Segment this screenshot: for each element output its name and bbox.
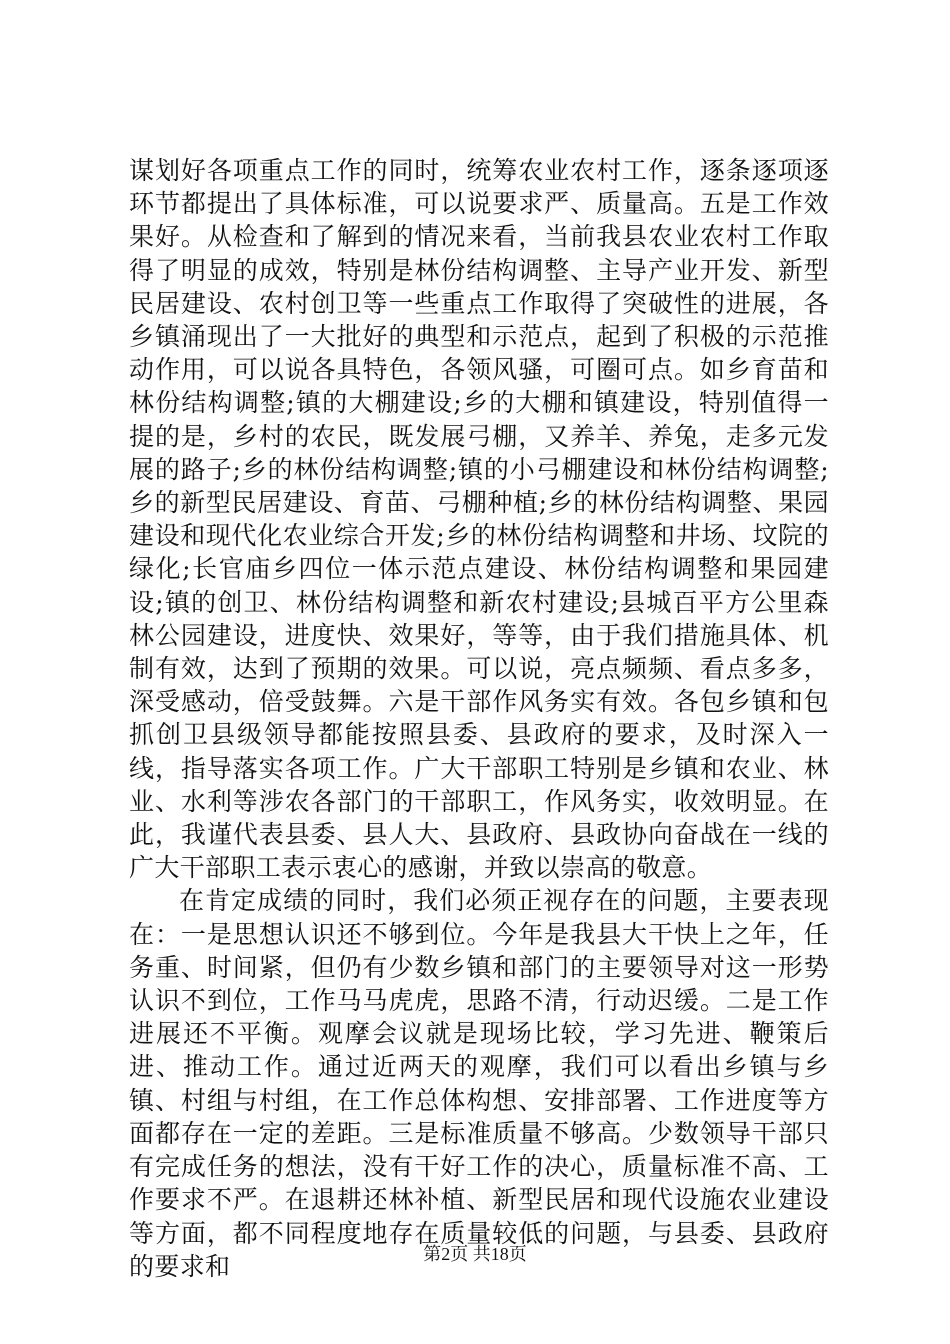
paragraph-problems: 在肯定成绩的同时，我们必须正视存在的问题，主要表现在：一是思想认识还不够到位。今年是我县大干快上之年，任务重、时间紧，但仍有少数乡镇和部门的主要领导对这一形势认识不到位，工作马马虎虎，思路不清，行动迟缓。二是工作进展还不平衡。观摩会议就是现场比较，学习先进、鞭策后进、推动工作。通过近两天的观摩，我们可以看出乡镇与乡镇、村组与村组，在工作总体构想、安排部署、工作进度等方面都存在一定的差距。三是标准质量不够高。少数领导干部只有完成任务的想法，没有干好工作的决心，质量标准不高、工作要求不严。在退耕还林补植、新型民居和现代设施农业建设等方面，都不同程度地存在质量较低的问题，与县委、县政府的要求和 (129, 886, 829, 1281)
document-body (129, 154, 829, 1283)
page-footer: 第2页 共18页 (423, 1244, 527, 1264)
paragraph-achievements: 谋划好各项重点工作的同时，统筹农业农村工作，逐条逐项逐环节都提出了具体标准，可以说要求严、质量高。五是工作效果好。从检查和了解到的情况来看，当前我县农业农村工作取得了明显的成效，特别是林份结构调整、主导产业开发、新型民居建设、农村创卫等一些重点工作取得了突破性的进展，各乡镇涌现出了一大批好的典型和示范点，起到了积极的示范推动作用，可以说各具特色，各领风骚，可圈可点。如乡育苗和林份结构调整;镇的大棚建设;乡的大棚和镇建设，特别值得一提的是，乡村的农民，既发展弓棚，又养羊、养兔，走多元发展的路子;乡的林份结构调整;镇的小弓棚建设和林份结构调整;乡的新型民居建设、育苗、弓棚种植;乡的林份结构调整、果园建设和现代化农业综合开发;乡的林份结构调整和井场、坟院的绿化;长官庙乡四位一体示范点建设、林份结构调整和果园建设;镇的创卫、林份结构调整和新农村建设;县城百平方公里森林公园建设，进度快、效果好，等等，由于我们措施具体、机制有效，达到了预期的效果。可以说，亮点频频、看点多多，深受感动，倍受鼓舞。六是干部作风务实有效。各包乡镇和包抓创卫县级领导都能按照县委、县政府的要求，及时深入一线，指导落实各项工作。广大干部职工特别是乡镇和农业、林业、水利等涉农各部门的干部职工，作风务实，收效明显。在此，我谨代表县委、县人大、县政府、县政协向奋战在一线的广大干部职工表示衷心的感谢，并致以崇高的敬意。 (129, 156, 829, 883)
